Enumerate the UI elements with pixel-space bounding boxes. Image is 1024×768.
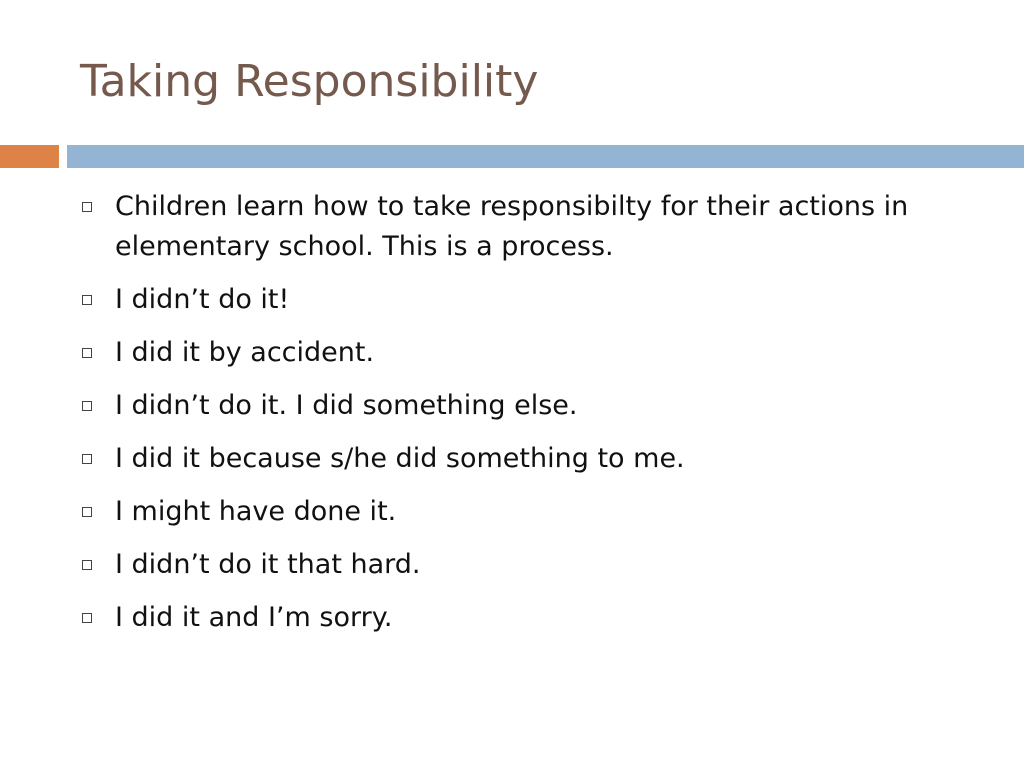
bullet-item — [82, 598, 962, 638]
hollow-square-icon — [82, 507, 92, 517]
bullet-text: I did it by accident. — [115, 337, 375, 368]
bullet-item — [82, 187, 962, 267]
hollow-square-icon — [82, 560, 92, 570]
title-rule-blue — [67, 145, 1024, 168]
bullet-item — [82, 333, 962, 373]
slide-title: Taking Responsibility — [80, 56, 539, 107]
bullet-text: I didn’t do it! — [115, 284, 290, 315]
bullet-item — [82, 280, 962, 320]
bullet-text: Children learn how to take responsibilty for their actions in elementary school. This is a process. — [115, 191, 909, 262]
bullet-item — [82, 545, 962, 585]
bullet-text: I did it because s/he did something to me. — [115, 443, 685, 474]
bullet-item — [82, 492, 962, 532]
hollow-square-icon — [82, 202, 92, 212]
bullet-item — [82, 386, 962, 426]
bullet-text: I might have done it. — [115, 496, 397, 527]
hollow-square-icon — [82, 348, 92, 358]
hollow-square-icon — [82, 401, 92, 411]
hollow-square-icon — [82, 454, 92, 464]
hollow-square-icon — [82, 295, 92, 305]
bullet-list — [82, 187, 962, 651]
bullet-item — [82, 439, 962, 479]
bullet-text: I didn’t do it that hard. — [115, 549, 421, 580]
title-rule-orange — [0, 145, 59, 168]
bullet-text: I didn’t do it. I did something else. — [115, 390, 578, 421]
hollow-square-icon — [82, 613, 92, 623]
bullet-text: I did it and I’m sorry. — [115, 602, 393, 633]
